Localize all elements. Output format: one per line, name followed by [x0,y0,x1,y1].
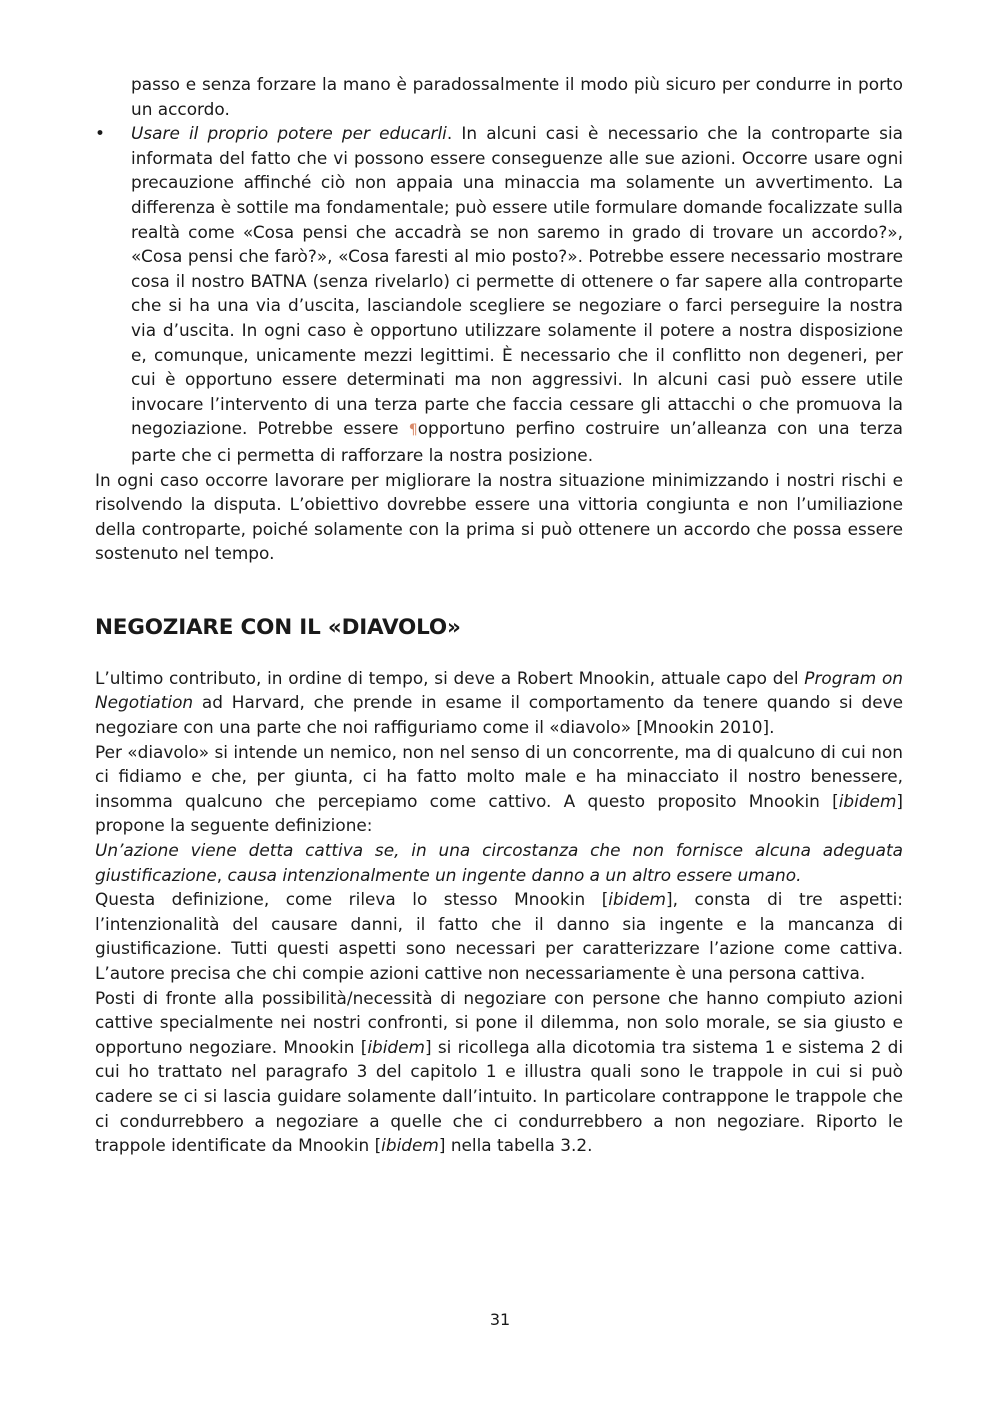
text-span: ] propone la seguente definizione: [95,790,903,836]
text-span: Questa definizione, come rileva lo stesso Mnookin [ [95,889,609,910]
definition-comma: , [216,864,223,885]
italic-ibidem: ibidem [838,790,897,811]
paragraph-mnookin-intro [95,666,903,740]
bullet-marker: • [95,123,105,144]
text-span: Posti di fronte alla possibilità/necessità di negoziare con persone che hanno compiuto azioni cattive specialmente nei nostri confronti, si pone il dilemma, non solo morale, se sia giusto e opportuno negoziare. Mnookin [ [95,987,903,1057]
definition-text-b: causa intenzionalmente un ingente danno a un altro essere umano. [222,864,802,885]
text-span: ] si ricollega alla dicotomia tra sistema 1 e sistema 2 di cui ho trattato nel paragrafo 3 del capitolo 1 e illustra quali sono le trappole in cui si può cadere se ci si lascia guidare solamente dall’intuito. In particolare contrappone le trappole che ci condurrebbero a negoziare a quelle che ci condurrebbero a non negoziare. Riporto le trappole identificate da Mnookin [ [95,1036,904,1156]
document-page [95,72,903,1158]
page-number: 31 [489,1310,511,1329]
bullet-text-b: opportuno perfino costruire un’alleanza con una terza parte che ci permetta di rafforzare la nostra posizione. [131,418,903,465]
section-heading: NEGOZIARE CON IL «DIAVOLO» [95,614,461,640]
continuation-text: passo e senza forzare la mano è paradossalmente il modo più sicuro per condurre in porto un accordo. [131,74,903,119]
paragraph-devil-definition [95,740,903,838]
text-span: ], consta di tre aspetti: l’intenzionalità del causare danni, il fatto che il danno sia ingente e la mancanza di giustificazione. Tutti questi aspetti sono necessari per caratterizzare l’azione come cattiva. L’autore precisa che chi compie azioni cattive non necessariamente è una persona cattiva. [95,889,903,983]
bullet-item [95,121,903,467]
italic-ibidem: ibidem [608,889,666,910]
italic-program-name: Program on Negotiation [95,667,903,713]
text-span: Per «diavolo» si intende un nemico, non nel senso di un concorrente, ma di qualcuno di cui non ci fidiamo e che, per giunta, ci ha fatto molto male e ha minacciato il nostro benessere, insomma qualcuno che percepiamo come cattivo. A questo proposito Mnookin [ [95,741,903,811]
pilcrow-mark: ¶ [408,422,418,439]
paragraph-traps [95,986,903,1158]
paragraph-three-aspects [95,887,903,985]
bullet-text-a: . In alcuni casi è necessario che la controparte sia informata del fatto che vi possono essere conseguenze alle sue azioni. Occorre usare ogni precauzione affinché ciò non appaia una minaccia ma solamente un avvertimento. La differenza è sottile ma fondamentale; può essere utile formulare domande focalizzate sulla realtà come «Cosa pensi che accadrà se non saremo in grado di trovare un accordo?», «Cosa pensi che farò?», «Cosa faresti al mio posto?». Potrebbe essere necessario mostrare cosa il nostro BATNA (senza rivelarlo) ci permette di ottenere o far sapere alla controparte che si ha una via d’uscita, lasciandole scegliere se negoziare o farci perseguire la nostra via d’uscita. In ogni caso è opportuno utilizzare solamente il potere a nostra disposizione e, comunque, unicamente mezzi legittimi. È necessario che il conflitto non degeneri, per cui è opportuno essere determinati ma non aggressivi. In alcuni casi può essere utile invocare l’intervento di una terza parte che faccia cessare gli attacchi o che promuova la negoziazione. Potrebbe essere [131,123,903,439]
definition-text-a: Un’azione viene detta cattiva se, in una circostanza che non fornisce alcuna adeguata giustificazione [95,840,903,885]
italic-ibidem: ibidem [367,1036,425,1057]
definition-quote [95,838,903,887]
text-span: L’ultimo contributo, in ordine di tempo, si deve a Robert Mnookin, attuale capo del [95,667,805,688]
continuation-paragraph [131,72,903,121]
text-span: ] nella tabella 3.2. [438,1135,593,1156]
italic-ibidem: ibidem [381,1135,439,1156]
text-span: ad Harvard, che prende in esame il comportamento da tenere quando si deve negoziare con una parte che noi raffiguriamo come il «diavolo» [Mnookin 2010]. [95,692,903,738]
bullet-lead: Usare il proprio potere per educarli [131,123,447,144]
summary-paragraph: In ogni caso occorre lavorare per migliorare la nostra situazione minimizzando i nostri rischi e risolvendo la disputa. L’obiettivo dovrebbe essere una vittoria congiunta e non l’umiliazione della controparte, poiché solamente con la prima si può ottenere un accordo che possa essere sostenuto nel tempo. [95,469,903,564]
